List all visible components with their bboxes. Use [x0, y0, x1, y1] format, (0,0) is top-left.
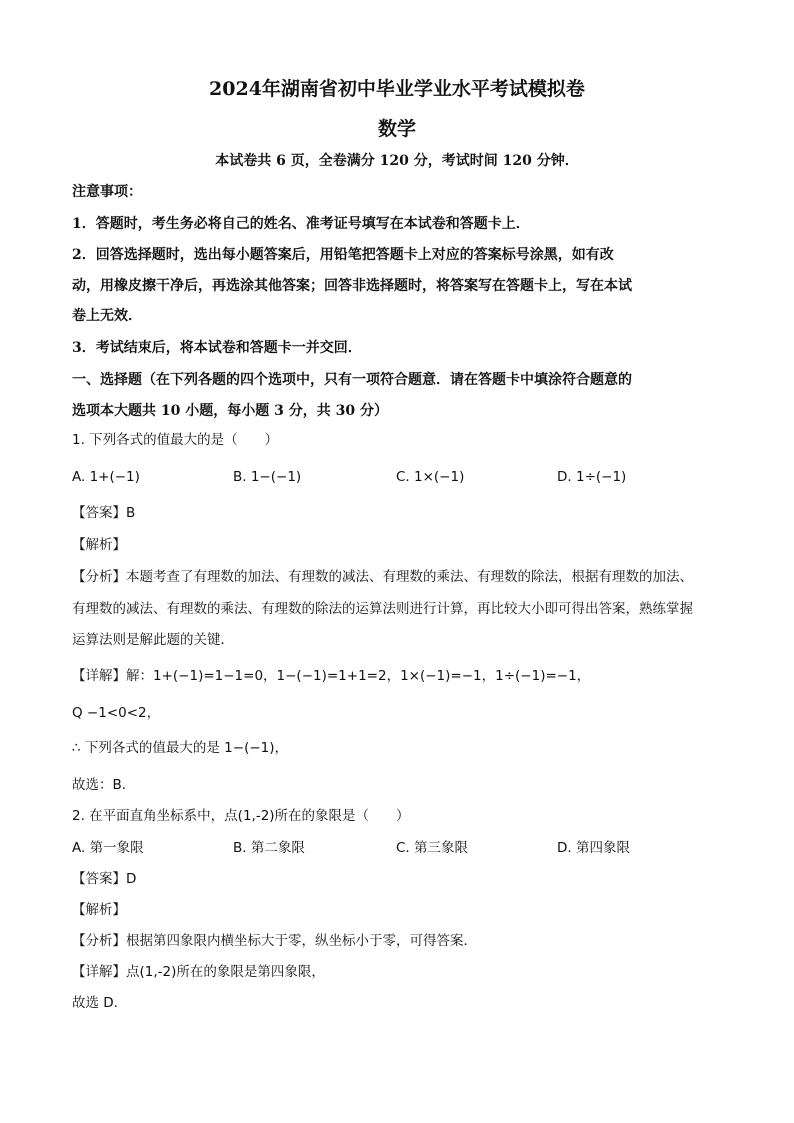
q1-option-a: A. 1+(−1): [72, 469, 140, 485]
q2-option-a: A. 第一象限: [72, 840, 144, 856]
q1-detail-line-1: 【详解】解：1+(−1)=1−1=0，1−(−1)=1+1=2，1×(−1)=−1，1÷(−1)=−1，: [72, 668, 591, 684]
q2-detail: 【详解】点(1,-2)所在的象限是第四象限，: [72, 964, 325, 980]
q2-conclusion: 故选 D.: [72, 995, 118, 1011]
q2-option-c: C. 第三象限: [396, 840, 469, 856]
section-heading-line-1: 一、选择题（在下列各题的四个选项中，只有一项符合题意．请在答题卡中填涂符合题意的: [72, 372, 632, 388]
q1-stem: 1. 下列各式的值最大的是（ ）: [72, 432, 279, 448]
q1-option-c: C. 1×(−1): [396, 469, 465, 485]
q1-analysis-line-3: 运算法则是解此题的关键．: [72, 632, 234, 648]
q1-conclusion: 故选：B．: [72, 777, 136, 793]
subject-title: 数学: [377, 118, 416, 140]
q2-option-b: B. 第二象限: [233, 840, 305, 856]
exam-title: 2024年湖南省初中毕业学业水平考试模拟卷: [209, 78, 585, 100]
note-1: 1．答题时，考生务必将自己的姓名、准考证号填写在本试卷和答题卡上．: [72, 216, 530, 232]
q2-analysis: 【分析】根据第四象限内横坐标大于零，纵坐标小于零，可得答案．: [72, 933, 477, 949]
exam-info: 本试卷共 6 页，全卷满分 120 分，考试时间 120 分钟．: [215, 153, 579, 169]
section-heading-line-2: 选项本大题共 10 小题，每小题 3 分，共 30 分）: [72, 403, 388, 419]
q1-option-d: D. 1÷(−1): [557, 469, 627, 485]
q1-analysis-line-1: 【分析】本题考查了有理数的加法、有理数的减法、有理数的乘法、有理数的除法，根据有理数的加法、: [72, 569, 693, 585]
note-2-line-2: 动，用橡皮擦干净后，再选涂其他答案；回答非选择题时，将答案写在答题卡上，写在本试: [72, 278, 632, 294]
note-2-line-1: 2．回答选择题时，选出每小题答案后，用铅笔把答题卡上对应的答案标号涂黑，如有改: [72, 247, 614, 263]
q1-detail-line-3: ∴ 下列各式的值最大的是 1−(−1)，: [72, 740, 289, 756]
q1-detail-line-2: Q −1<0<2，: [72, 705, 161, 721]
note-2-line-3: 卷上无效．: [72, 308, 142, 324]
note-3: 3．考试结束后，将本试卷和答题卡一并交回．: [72, 340, 362, 356]
q1-jiexi: 【解析】: [72, 537, 126, 553]
notes-heading: 注意事项：: [72, 184, 142, 200]
q1-analysis-line-2: 有理数的减法、有理数的乘法、有理数的除法的运算法则进行计算，再比较大小即可得出答案，熟练掌握: [72, 601, 693, 617]
q2-answer: 【答案】D: [72, 871, 137, 887]
q2-stem: 2. 在平面直角坐标系中，点(1,-2)所在的象限是（ ）: [72, 808, 410, 824]
q2-option-d: D. 第四象限: [557, 840, 630, 856]
q1-option-b: B. 1−(−1): [233, 469, 302, 485]
q1-answer: 【答案】B: [72, 505, 136, 521]
q2-jiexi: 【解析】: [72, 902, 126, 918]
